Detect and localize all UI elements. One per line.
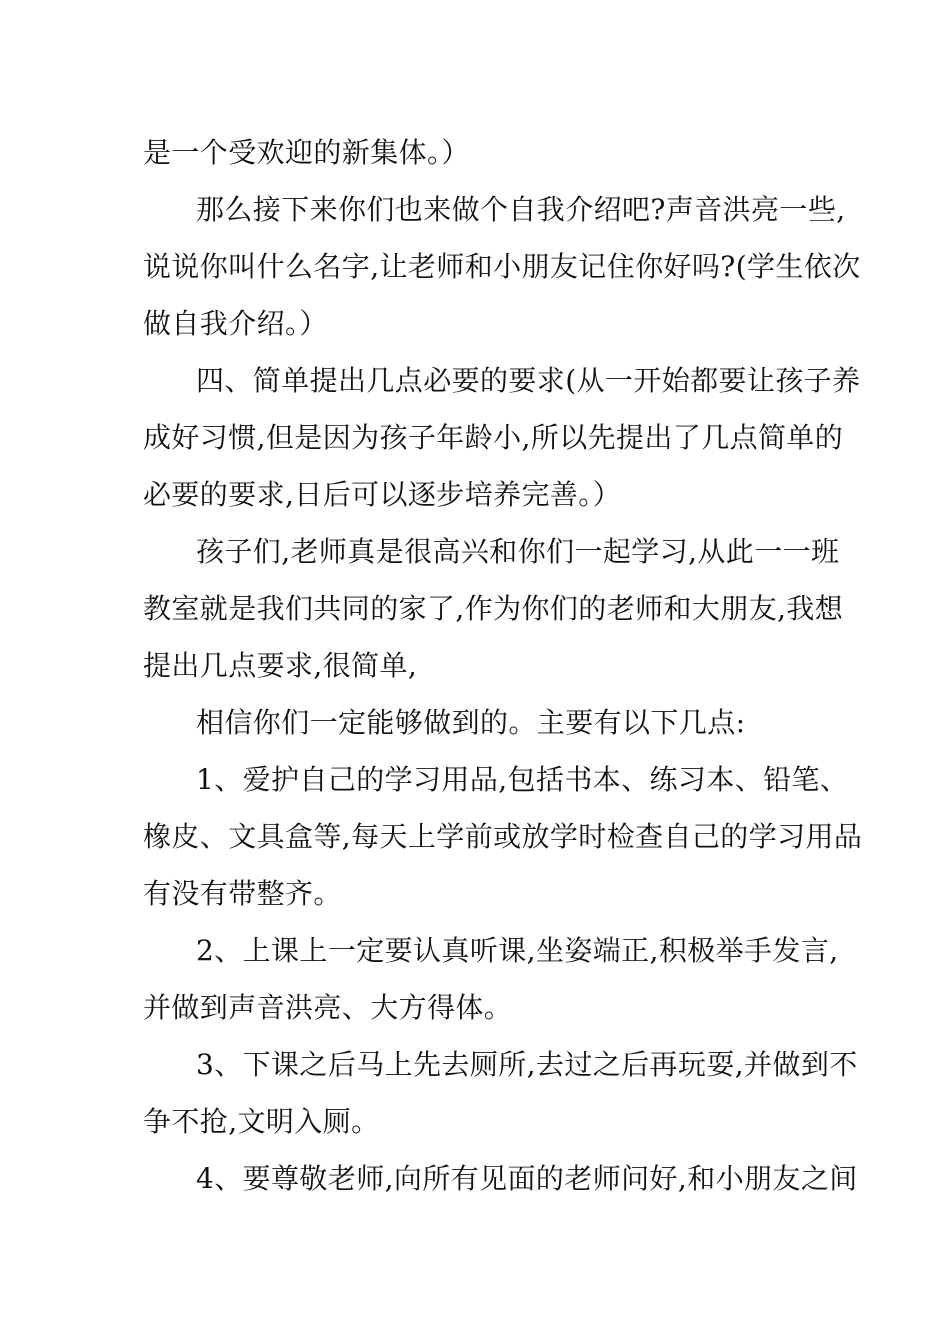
paragraph-line: 孩子们,老师真是很高兴和你们一起学习,从此一一班 <box>196 535 840 568</box>
paragraph-line: 四、简单提出几点必要的要求(从一开始都要让孩子养 <box>196 364 861 397</box>
list-item-line: 2、上课上一定要认真听课,坐姿端正,积极举手发言, <box>196 934 839 967</box>
list-item-line: 橡皮、文具盒等,每天上学前或放学时检查自己的学习用品 <box>143 820 863 853</box>
paragraph-line: 相信你们一定能够做到的。主要有以下几点: <box>196 706 746 739</box>
paragraph-line: 那么接下来你们也来做个自我介绍吧?声音洪亮一些, <box>196 193 846 226</box>
paragraph-line: 提出几点要求,很简单, <box>143 649 418 682</box>
paragraph-line: 做自我介绍。） <box>143 307 328 340</box>
list-item-line: 4、要尊敬老师,向所有见面的老师问好,和小朋友之间 <box>196 1162 858 1195</box>
list-item-line: 3、下课之后马上先去厕所,去过之后再玩耍,并做到不 <box>196 1048 858 1081</box>
paragraph-line: 说说你叫什么名字,让老师和小朋友记住你好吗?(学生依次 <box>143 250 861 283</box>
paragraph-line: 成好习惯,但是因为孩子年龄小,所以先提出了几点简单的 <box>143 421 844 454</box>
paragraph-line: 必要的要求,日后可以逐步培养完善。） <box>143 478 622 511</box>
paragraph-line: 是一个受欢迎的新集体。） <box>143 136 470 169</box>
list-item-line: 并做到声音洪亮、大方得体。 <box>143 991 513 1024</box>
list-item-line: 1、爱护自己的学习用品,包括书本、练习本、铅笔、 <box>196 763 849 796</box>
list-item-line: 有没有带整齐。 <box>143 877 342 910</box>
list-item-line: 争不抢,文明入厕。 <box>143 1105 380 1138</box>
paragraph-line: 教室就是我们共同的家了,作为你们的老师和大朋友,我想 <box>143 592 844 625</box>
